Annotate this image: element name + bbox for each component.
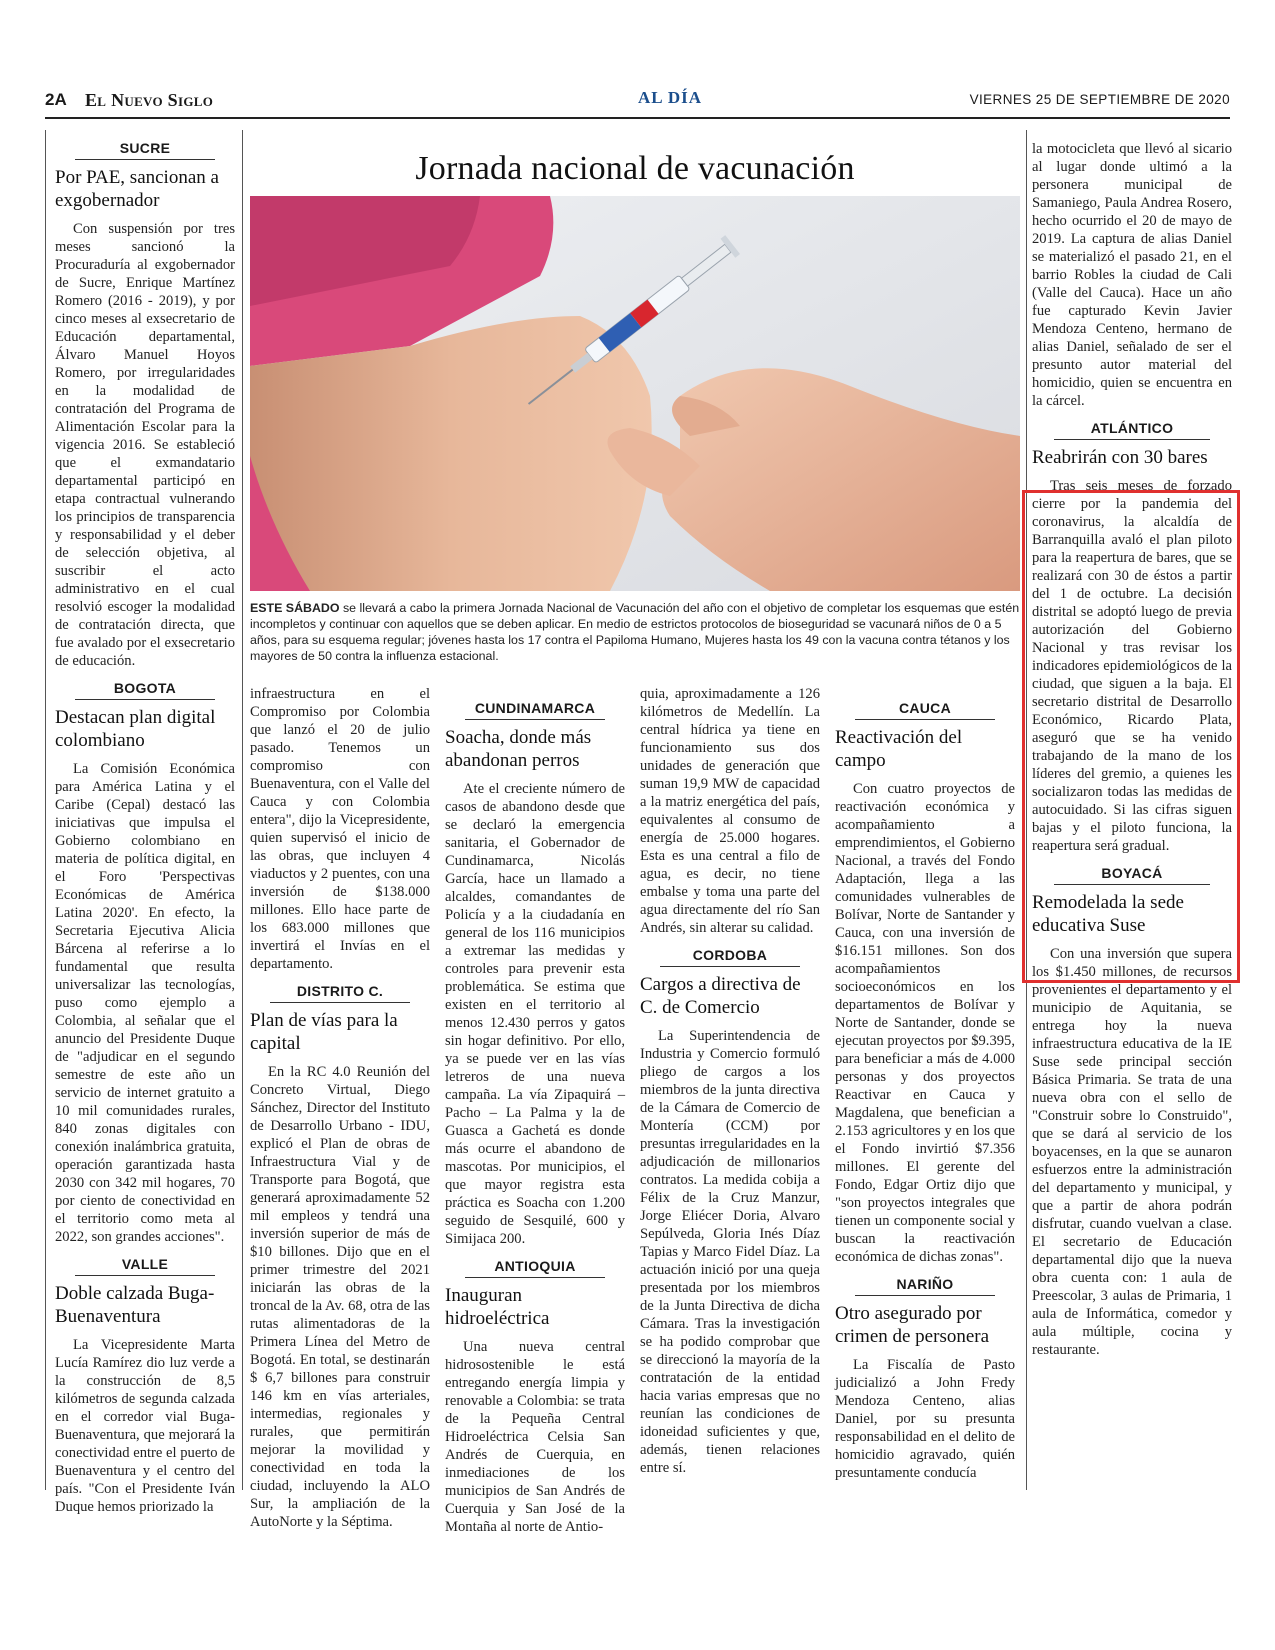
article-antioquia (445, 1258, 625, 1536)
header-rule (45, 117, 1230, 119)
section-label-bogota: BOGOTA (75, 680, 215, 700)
page-header (45, 88, 1230, 116)
body-cundinamarca: Ate el creciente número de casos de abandono desde que se declaró la emergencia sanitaria, el Gobernador de Cundinamarca, Nicolás García, hace un llamado a alcaldes, comandantes de Policía y a la ciudadanía en general de los 116 municipios a extremar las medidas y controles para prevenir esta problemática. Se estima que existen en el territorio al menos 12.430 perros y gatos sin hogar definitivo. Por ello, ya se puede ver en las vías letreros de una nueva campaña. La vía Zipaquirá – Pacho – La Palma y la de Guasca a Gachetá es donde más ocurre el abandono de mascotas. Por municipios, el que mayor registra esta práctica es Soacha con 1.200 seguido de Sesquilé, 600 y Simijaca 200. (445, 781, 625, 1247)
caption-text: se llevará a cabo la primera Jornada Nacional de Vacunación del año con el objetivo de completar los esquemas que estén incompletos y continuar con aquellos que se deben aplicar. En medio de estrictos protocolos de bioseguridad se vacunará niños de 0 a 5 años, para su esquema regular; jóvenes hasta los 17 contra el Papiloma Humano, Mujeres hasta los 49 con la vacuna contra tétanos y los mayores de 50 contra la influenza estacional. (250, 601, 1020, 663)
vaccination-illustration (250, 196, 1020, 591)
headline-cauca: Reactivación del campo (835, 727, 963, 771)
body-atlantico: Tras seis meses de forzado cierre por la pandemia del coronavirus, la alcaldía de Barranquilla avaló el plan piloto para la reapertura de bares, que se realizará con 30 de éstos a partir del 1 de octubre. La decisión distrital se adoptó luego de previa autorización del Gobierno Nacional y tras revisar los indicadores epidemiológicos de la ciudad, que siguen a la baja. El secretario distrital de Desarrollo Económico, Ricardo Plata, aseguró que se ha venido trabajando de la mano de los líderes del gremio, a quienes les socializaron todas las medidas de autocuidado. Si las cifras siguen bajas y el piloto funciona, la reapertura será gradual. (1032, 478, 1232, 854)
article-cundinamarca (445, 700, 625, 1248)
headline-bogota: Destacan plan digital colombiano (55, 707, 216, 751)
column-2 (250, 685, 430, 1541)
column-1 (55, 140, 235, 1526)
highlight-box-atlantico (1022, 490, 1240, 983)
column-rule-1 (242, 130, 243, 1490)
headline-boyaca: Remodelada la sede educativa Suse (1032, 892, 1184, 936)
page-number: 2A (45, 90, 67, 109)
body-bogota: La Comisión Económica para América Latina y el Caribe (Cepal) destacó las iniciativas que impulsa el Gobierno colombiano en materia de política digital, en el Foro 'Perspectivas Económicas de América Latina 2020'. En efecto, la Secretaria Ejecutiva Alicia Bárcena al referirse a lo fundamental que resulta universalizar las tecnologías, puso como ejemplo a Colombia, al señalar que el anuncio del Presidente Duque de "adjudicar en el segundo semestre de este año un servicio de internet gratuito a 10 mil comunidades rurales, 840 zonas digitales con conexión inalámbrica gratuita, operación garantizada hasta 2030 con 342 mil hogares, 70 por ciento de conectividad en el territorio como meta al 2022, son grandes acciones". (55, 761, 235, 1245)
newspaper-name: El Nuevo Siglo (85, 90, 214, 110)
vaccination-photo (250, 196, 1020, 591)
body-cauca: Con cuatro proyectos de reactivación económica y acompañamiento a emprendimientos, el Gobierno Nacional, a través del Fondo Adaptación, llega a las comunidades vulnerables de Bolívar, Norte de Santander y Cauca, con una inversión de $16.151 millones. Son dos acompañamientos socioeconómicos en los departamentos de Bolívar y Norte de Santander, donde se ejecutan proyectos por $9.395, para beneficiar a más de 4.000 personas y dos proyectos Reactivar en Cauca y Magdalena, que benefician a 2.153 agricultores y en los que el Fondo invirtió $7.356 millones. El gerente del Fondo, Edgar Ortiz dijo que "son proyectos integrales que tienen un componente social y buscan la reactivación económica de dichas zonas". (835, 781, 1015, 1265)
column-3 (445, 700, 625, 1546)
section-label-distrito: DISTRITO C. (270, 983, 410, 1003)
article-sucre (55, 140, 235, 670)
body-boyaca: Con una inversión que supera los $1.450 millones, de recursos provenientes el departamento y el municipio de Aquitania, se entrega hoy la nueva infraestructura educativa de la IE Suse sede principal sección Básica Primaria. Se trata de una nueva obra con el sello de "Construir sobre lo Construido", que se dará al servicio de los boyacenses, en la que se aunaron esfuerzos entre la administración del departamento y municipal, y que a partir de ahora podrán disfrutar, cuando vuelvan a clase. El secretario de Educación departamental dijo que la nueva obra cuenta con: 1 aula de Preescolar, 3 aulas de Primaria, 1 aula de Informática, comedor y aula múltiple, cocina y restaurante. (1032, 946, 1232, 1358)
headline-valle: Doble calzada Buga-Buenaventura (55, 1283, 215, 1327)
section-label-valle: VALLE (75, 1256, 215, 1276)
article-distrito (250, 983, 430, 1531)
photo-caption (250, 600, 1020, 664)
body-narino-continued: la motocicleta que llevó al sicario al lugar donde ultimó a la personera municipal de Samaniego, Paula Andrea Rosero, hecho ocurrido el 20 de mayo de 2019. La captura de alias Daniel se materializó el pasado 21, en el barrio Robles la ciudad de Cali (Valle del Cauca). Hace un año fue capturado Kevin Javier Mendoza Centeno, hermano de alias Daniel, señalado de ser el presunto autor material del homicidio, quien se encuentra en la cárcel. (1032, 141, 1232, 409)
body-sucre: Con suspensión por tres meses sancionó la Procuraduría al exgobernador de Sucre, Enrique Martínez Romero (2016 - 2019), y por cinco meses al exsecretario de Educación departamental, Álvaro Manuel Hoyos Romero, por irregularidades en la modalidad de contratación del Programa de Alimentación Escolar para la vigencia 2016. Se estableció que el exmandatario departamental participó en etapa contractual vulnerando los principios de transparencia y responsabilidad y el deber de selección objetiva, al suscribir el acto administrativo en el cual resolvió escoger la modalidad de contratación directa, que fue avalado por el exsecretario de educación. (55, 221, 235, 669)
article-cordoba (640, 947, 820, 1477)
section-label-boyaca: BOYACÁ (1054, 865, 1210, 885)
column-5 (835, 700, 1015, 1492)
column-rule-left (45, 130, 46, 1490)
headline-atlantico: Reabrirán con 30 bares (1032, 447, 1208, 468)
body-antioquia: Una nueva central hidrosostenible le está entregando energía limpia y renovable a Colombia: se trata de la Pequeña Central Hidroeléctrica Celsia San Andrés de Cuerquia, en inmediaciones de los municipios de San Andrés de Cuerquia y San José de la Montaña al norte de Antio- (445, 1339, 625, 1535)
main-title: Jornada nacional de vacunación (415, 150, 855, 187)
issue-date: VIERNES 25 DE SEPTIEMBRE DE 2020 (969, 92, 1230, 107)
headline-antioquia: Inauguran hidroeléctrica (445, 1285, 550, 1329)
headline-cundinamarca: Soacha, donde más abandonan perros (445, 727, 592, 771)
section-label-antioquia: ANTIOQUIA (465, 1258, 605, 1278)
headline-sucre: Por PAE, sancionan a exgobernador (55, 167, 219, 211)
section-label-narino: NARIÑO (855, 1276, 995, 1296)
body-valle-continued: infraestructura en el Compromiso por Colombia que lanzó el 20 de julio pasado. Tenemos un compromiso con Buenaventura, con el Valle del Cauca y con Colombia entera", dijo la Vicepresidente, quien supervisó el inicio de las obras, que incluyen 4 viaductos y 2 puentes, con una inversión de $138.000 millones. Ello hace parte de los 683.000 millones que invertirá el Invías en el departamento. (250, 686, 430, 972)
body-valle: La Vicepresidente Marta Lucía Ramírez dio luz verde a la construcción de 8,5 kilómetros de segunda calzada en el corredor vial Buga-Buenaventura, que mejorará la conectividad entre el puerto de Buenaventura y el centro del país. "Con el Presidente Iván Duque hemos priorizado la (55, 1337, 235, 1515)
headline-narino: Otro asegurado por crimen de personera (835, 1303, 990, 1347)
headline-cordoba: Cargos a directiva de C. de Comercio (640, 974, 801, 1018)
column-4 (640, 685, 820, 1487)
body-distrito: En la RC 4.0 Reunión del Concreto Virtual, Diego Sánchez, Director del Instituto de Desarrollo Urbano - IDU, explicó el Plan de obras de Infraestructura Vial y de Transporte para Bogotá, que generará aproximadamente 52 mil empleos y tendrá una inversión superior de más de $10 billones. Dijo que en el primer trimestre del 2021 iniciarán las obras de la troncal de la Av. 68, otra de las rutas alimentadoras de la Primera Línea del Metro de Bogotá. En total, se destinarán $ 6,7 billones para construir 146 km en vías arteriales, intermedias, regionales y rurales, que permitirán mejorar la movilidad y conectividad en toda la ciudad, incluyendo la ALO Sur, la ampliación de la AutoNorte y la Séptima. (250, 1064, 430, 1530)
section-label-cordoba: CORDOBA (660, 947, 800, 967)
section-label-sucre: SUCRE (75, 140, 215, 160)
body-narino: La Fiscalía de Pasto judicializó a John Fredy Mendoza Centeno, alias Daniel, por su presunta responsabilidad en el delito de homicidio agravado, quién presuntamente conducía (835, 1357, 1015, 1481)
caption-lead: ESTE SÁBADO (250, 601, 340, 615)
body-antioquia-continued: quia, aproximadamente a 126 kilómetros de Medellín. La central hídrica ya tiene en funcionamiento sus dos unidades de generación que suman 19,9 MW de capacidad a la matriz energética del país, equivalentes al consumo de energía de 25.000 hogares. Esta es una central a filo de agua, es decir, no tiene embalse y toma una parte del agua directamente del río San Andrés, sin alterar su calidad. (640, 686, 820, 936)
section-label-atlantico: ATLÁNTICO (1054, 420, 1210, 440)
headline-distrito: Plan de vías para la capital (250, 1010, 398, 1054)
article-cauca (835, 700, 1015, 1266)
body-cordoba: La Superintendencia de Industria y Comercio formuló pliego de cargos a los miembros de la junta directiva de la Cámara de Comercio de Montería (CCM) por presuntas irregularidades en la adjudicación de millonarios contratos. La medida cobija a Félix de la Cruz Manzur, Jorge Eliécer Doria, Alvaro Sepúlveda, Gloria Inés Díaz Tapias y Marco Fidel Díaz. La actuación inició por una queja presentada por los miembros de la Junta Directiva de dicha Cámara. Tras la investigación se ha podido comprobar que se direccionó la mayoría de la contratación de la entidad hacia varias empresas que no reunían las condiciones de idoneidad suficientes y que, además, tienen relaciones entre sí. (640, 1028, 820, 1476)
section-label-cundinamarca: CUNDINAMARCA (465, 700, 605, 720)
section-label-cauca: CAUCA (855, 700, 995, 720)
article-bogota (55, 680, 235, 1246)
section-name: AL DÍA (637, 88, 703, 107)
article-narino (835, 1276, 1015, 1482)
article-valle (55, 1256, 235, 1516)
